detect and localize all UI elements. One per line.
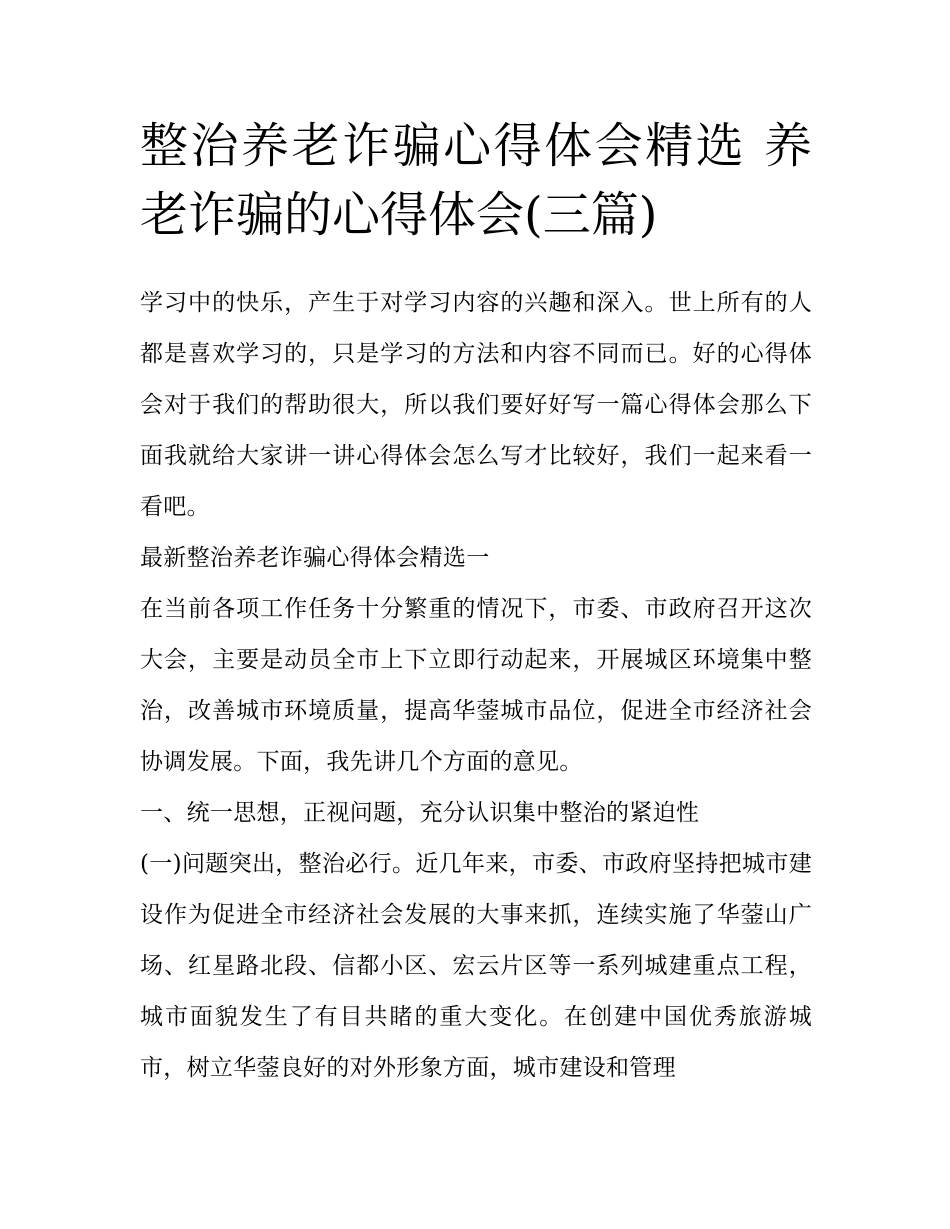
document-body (140, 278, 812, 1094)
body-paragraph: (一)问题突出，整治必行。近几年来，市委、市政府坚持把城市建设作为促进全市经济社会发展的大事来抓，连续实施了华蓥山广场、红星路北段、信都小区、宏云片区等一系列城建重点工程，城市面貌发生了有目共睹的重大变化。在创建中国优秀旅游城市，树立华蓥良好的对外形象方面，城市建设和管理 (140, 851, 812, 1081)
intro-paragraph: 学习中的快乐，产生于对学习内容的兴趣和深入。世上所有的人都是喜欢学习的，只是学习的方法和内容不同而已。好的心得体会对于我们的帮助很大，所以我们要好好写一篇心得体会那么下面我就给大家讲一讲心得体会怎么写才比较好，我们一起来看一看吧。 (140, 290, 812, 520)
document-content (140, 112, 812, 1094)
document-title: 整治养老诈骗心得体会精选 养老诈骗的心得体会(三篇) (140, 118, 812, 243)
subsection-heading: 一、统一思想，正视问题，充分认识集中整治的紧迫性 (140, 800, 700, 826)
body-paragraph: 在当前各项工作任务十分繁重的情况下，市委、市政府召开这次大会，主要是动员全市上下立即行动起来，开展城区环境集中整治，改善城市环境质量，提高华蓥城市品位，促进全市经济社会协调发展。下面，我先讲几个方面的意见。 (140, 596, 812, 775)
section-heading: 最新整治养老诈骗心得体会精选一 (140, 545, 490, 571)
